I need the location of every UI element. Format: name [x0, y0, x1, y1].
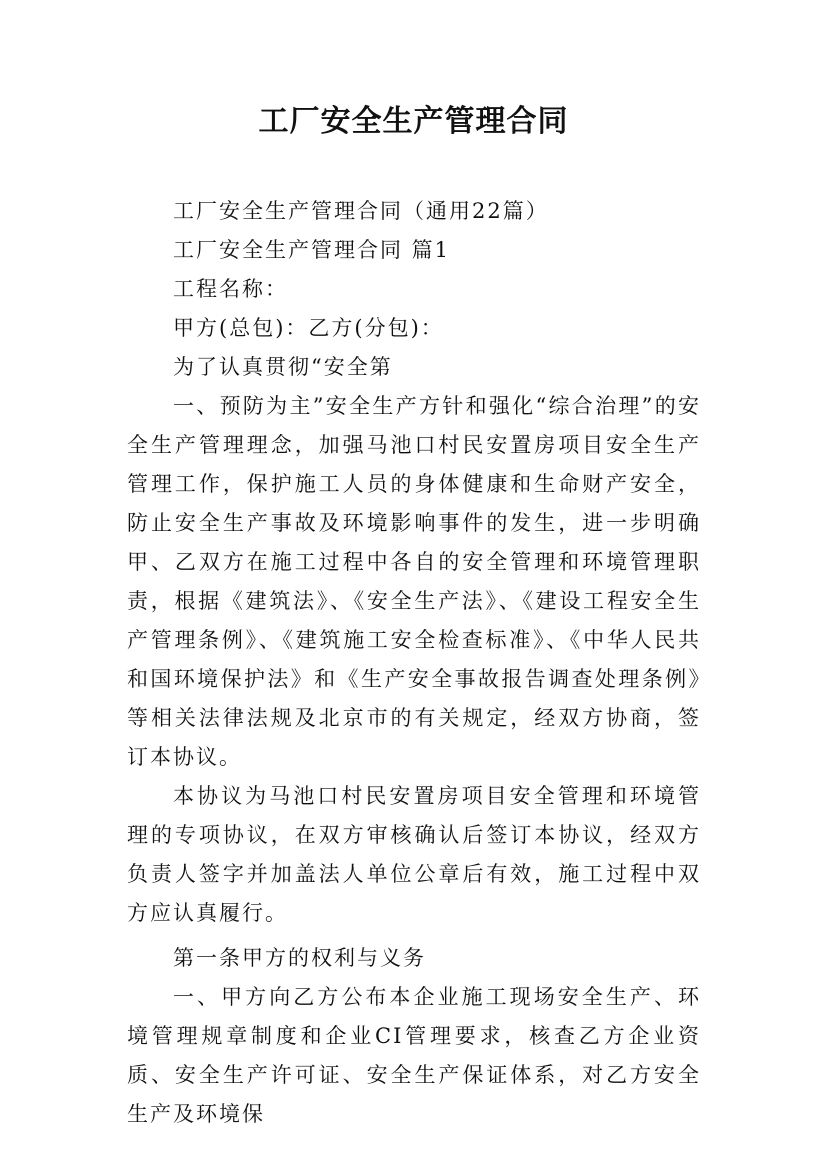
paragraph-parties: 甲方(总包)：乙方(分包)：: [173, 316, 444, 340]
paragraph-project-name: 工程名称：: [173, 277, 288, 301]
paragraph-section-heading: 工厂安全生产管理合同 篇1: [173, 238, 451, 262]
paragraph-subtitle: 工厂安全生产管理合同（通用22篇）: [173, 199, 549, 223]
paragraph-preamble: 一、预防为主”安全生产方针和强化“综合治理”的安全生产管理理念，加强马池口村民安置房项目安全生产管理工作，保护施工人员的身体健康和生命财产安全，防止安全生产事故及环境影响事件的发生，进一步明确甲、乙双方在施工过程中各自的安全管理和环境管理职责，根据《建筑法》、《安全生产法》、《建设工程安全生产管理条例》、《建筑施工安全检查标准》、《中华人民共和国环境保护法》和《生产安全事故报告调查处理条例》等相关法律法规及北京市的有关规定，经双方协商，签订本协议。: [127, 394, 701, 769]
paragraph-agreement-scope: 本协议为马池口村民安置房项目安全管理和环境管理的专项协议，在双方审核确认后签订本协议，经双方负责人签字并加盖法人单位公章后有效，施工过程中双方应认真履行。: [127, 784, 701, 925]
paragraph-article-one-item: 一、甲方向乙方公布本企业施工现场安全生产、环境管理规章制度和企业CI管理要求，核查乙方企业资质、安全生产许可证、安全生产保证体系，对乙方安全生产及环境保: [127, 985, 701, 1126]
document-body: [127, 192, 701, 1134]
document-title: 工厂安全生产管理合同: [258, 104, 569, 139]
paragraph-intro: 为了认真贯彻“安全第: [173, 355, 393, 379]
paragraph-article-one-heading: 第一条甲方的权利与义务: [173, 946, 426, 970]
